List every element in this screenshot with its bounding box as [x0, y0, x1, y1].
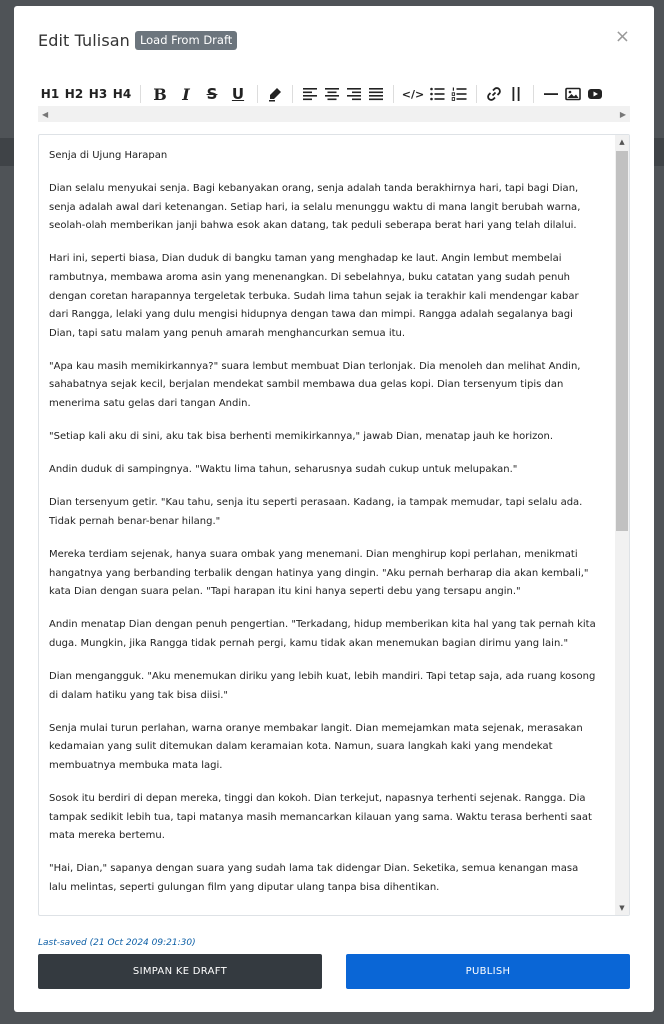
edit-modal — [14, 6, 654, 1012]
story-paragraph: Dian tersenyum getir. "Kau tahu, senja itu seperti perasaan. Kadang, ia tampak memudar, tapi selalu ada. Tidak pernah benar-benar hilang." — [49, 497, 583, 527]
story-paragraph: Dian mengangguk. "Aku menemukan diriku yang lebih kuat, lebih mandiri. Tapi tetap saja, ada ruang kosong di dalam hatiku yang tak bisa diisi." — [49, 670, 596, 701]
toolbar-divider — [292, 85, 293, 103]
toolbar-divider — [257, 85, 258, 103]
align-justify-icon[interactable] — [365, 82, 387, 106]
align-left-icon[interactable] — [299, 82, 321, 106]
bold-button[interactable]: B — [153, 84, 167, 104]
scrollbar-thumb[interactable] — [616, 151, 628, 531]
strikethrough-button[interactable]: S — [206, 85, 218, 103]
story-paragraph: "Setiap kali aku di sini, aku tak bisa berhenti memikirkannya," jawab Dian, menatap jauh ke horizon. — [49, 431, 554, 443]
bullet-list-icon[interactable] — [426, 82, 448, 106]
column-icon[interactable] — [505, 82, 527, 106]
editor-vertical-scrollbar[interactable] — [615, 135, 629, 915]
align-right-icon[interactable] — [343, 82, 365, 106]
video-icon[interactable] — [584, 82, 606, 106]
h2-button[interactable]: H2 — [64, 87, 84, 101]
toolbar-horizontal-scrollbar[interactable] — [38, 106, 630, 122]
story-paragraph: Andin duduk di sampingnya. "Waktu lima tahun, seharusnya sudah cukup untuk melupakan." — [49, 464, 518, 476]
scroll-up-arrow-icon[interactable]: ▲ — [619, 138, 625, 146]
italic-button[interactable]: I — [182, 84, 190, 104]
story-paragraph: "Apa kau masih memikirkannya?" suara lembut membuat Dian terlonjak. Dia menoleh dan melihat Andin, sahabatnya sejak kecil, berjalan mendekat sambil membawa dua gelas kopi. Dian tersenyum tipis dan menerima satu gelas dari tangan Andin. — [49, 360, 581, 410]
image-icon[interactable] — [562, 82, 584, 106]
story-paragraph: Mereka terdiam sejenak, hanya suara ombak yang menemani. Dian menghirup kopi perlahan, menikmati hangatnya yang berbanding terbalik dengan hatinya yang dingin. "Aku pernah berharap dia akan kembali," kata Dian dengan suara pelan. "Tapi harapan itu kini hanya seperti debu yang tersapu angin." — [49, 549, 589, 598]
align-center-icon[interactable] — [321, 82, 343, 106]
link-icon[interactable] — [483, 82, 505, 106]
code-icon[interactable]: </> — [401, 87, 425, 101]
modal-header — [38, 28, 237, 52]
story-paragraph: "Hai, Dian," sapanya dengan suara yang sudah lama tak didengar Dian. Seketika, semua kenangan masa lalu melintas, seperti gulungan film yang diputar ulang tanpa bisa dihentikan. — [49, 863, 579, 893]
h3-button[interactable]: H3 — [88, 87, 108, 101]
editor-textarea[interactable] — [38, 134, 630, 916]
editor-toolbar — [38, 82, 630, 106]
toolbar-divider — [533, 85, 534, 103]
toolbar-divider — [140, 85, 141, 103]
save-draft-button[interactable]: SIMPAN KE DRAFT — [38, 954, 322, 989]
last-saved-status: Last-saved (21 Oct 2024 09:21:30) — [38, 938, 196, 948]
story-paragraph: Senja mulai turun perlahan, warna oranye membakar langit. Dian memejamkan mata sejenak, merasakan kedamaian yang sulit ditemukan dalam keramaian kota. Namun, suara langkah kaki yang mendekat membuatnya membuka mata lagi. — [49, 722, 583, 771]
story-paragraph: Andin menatap Dian dengan penuh pengertian. "Terkadang, hidup memberikan kita hal yang tak pernah kita duga. Mungkin, jika Rangga tidak pernah pergi, kamu tidak akan menemukan bagian dirimu yang lain." — [49, 619, 596, 649]
toolbar-divider — [393, 85, 394, 103]
h4-button[interactable]: H4 — [112, 87, 132, 101]
underline-button[interactable]: U — [231, 85, 245, 103]
highlighter-icon[interactable] — [264, 82, 286, 106]
load-from-draft-badge[interactable]: Load From Draft — [135, 31, 237, 50]
story-paragraph: Sosok itu berdiri di depan mereka, tinggi dan kokoh. Dian terkejut, napasnya terhenti sejenak. Rangga. Dia tampak sedikit lebih tua, tapi matanya masih memancarkan kilauan yang sama. Waktu terasa berhenti saat mata mereka bertemu. — [49, 792, 592, 842]
modal-title: Edit Tulisan — [38, 30, 130, 50]
horizontal-rule-icon[interactable] — [540, 82, 562, 106]
h1-button[interactable]: H1 — [40, 87, 60, 101]
story-paragraph: Hari ini, seperti biasa, Dian duduk di bangku taman yang menghadap ke laut. Angin lembut membelai rambutnya, membawa aroma asin yang menenangkan. Di sebelahnya, buku catatan yang sudah penuh dengan coretan harapannya tergeletak terbuka. Sudah lima tahun sejak ia terakhir kali mendengar kabar dari Rangga, lelaki yang dulu mengisi hidupnya dengan tawa dan mimpi. Rangga adalah segalanya bagi Dian, tapi satu malam yang penuh amarah menghancurkan semua itu. — [49, 253, 579, 339]
scroll-down-arrow-icon[interactable]: ▼ — [619, 904, 625, 912]
scroll-left-arrow-icon[interactable]: ◀ — [42, 109, 49, 119]
numbered-list-icon[interactable] — [448, 82, 470, 106]
story-title: Senja di Ujung Harapan — [49, 150, 168, 161]
toolbar-divider — [476, 85, 477, 103]
editor-content[interactable] — [49, 147, 599, 912]
close-icon[interactable]: × — [614, 26, 630, 47]
publish-button[interactable]: PUBLISH — [346, 954, 630, 989]
story-paragraph: Dian selalu menyukai senja. Bagi kebanyakan orang, senja adalah tanda berakhirnya hari, tapi bagi Dian, senja adalah awal dari ketenangan. Setiap hari, ia selalu menunggu waktu di mana langit berubah warna, seolah-olah memberikan janji bahwa esok akan datang, tak peduli seberapa berat hari yang telah dilalui. — [49, 183, 581, 232]
scroll-right-arrow-icon[interactable]: ▶ — [619, 109, 626, 119]
